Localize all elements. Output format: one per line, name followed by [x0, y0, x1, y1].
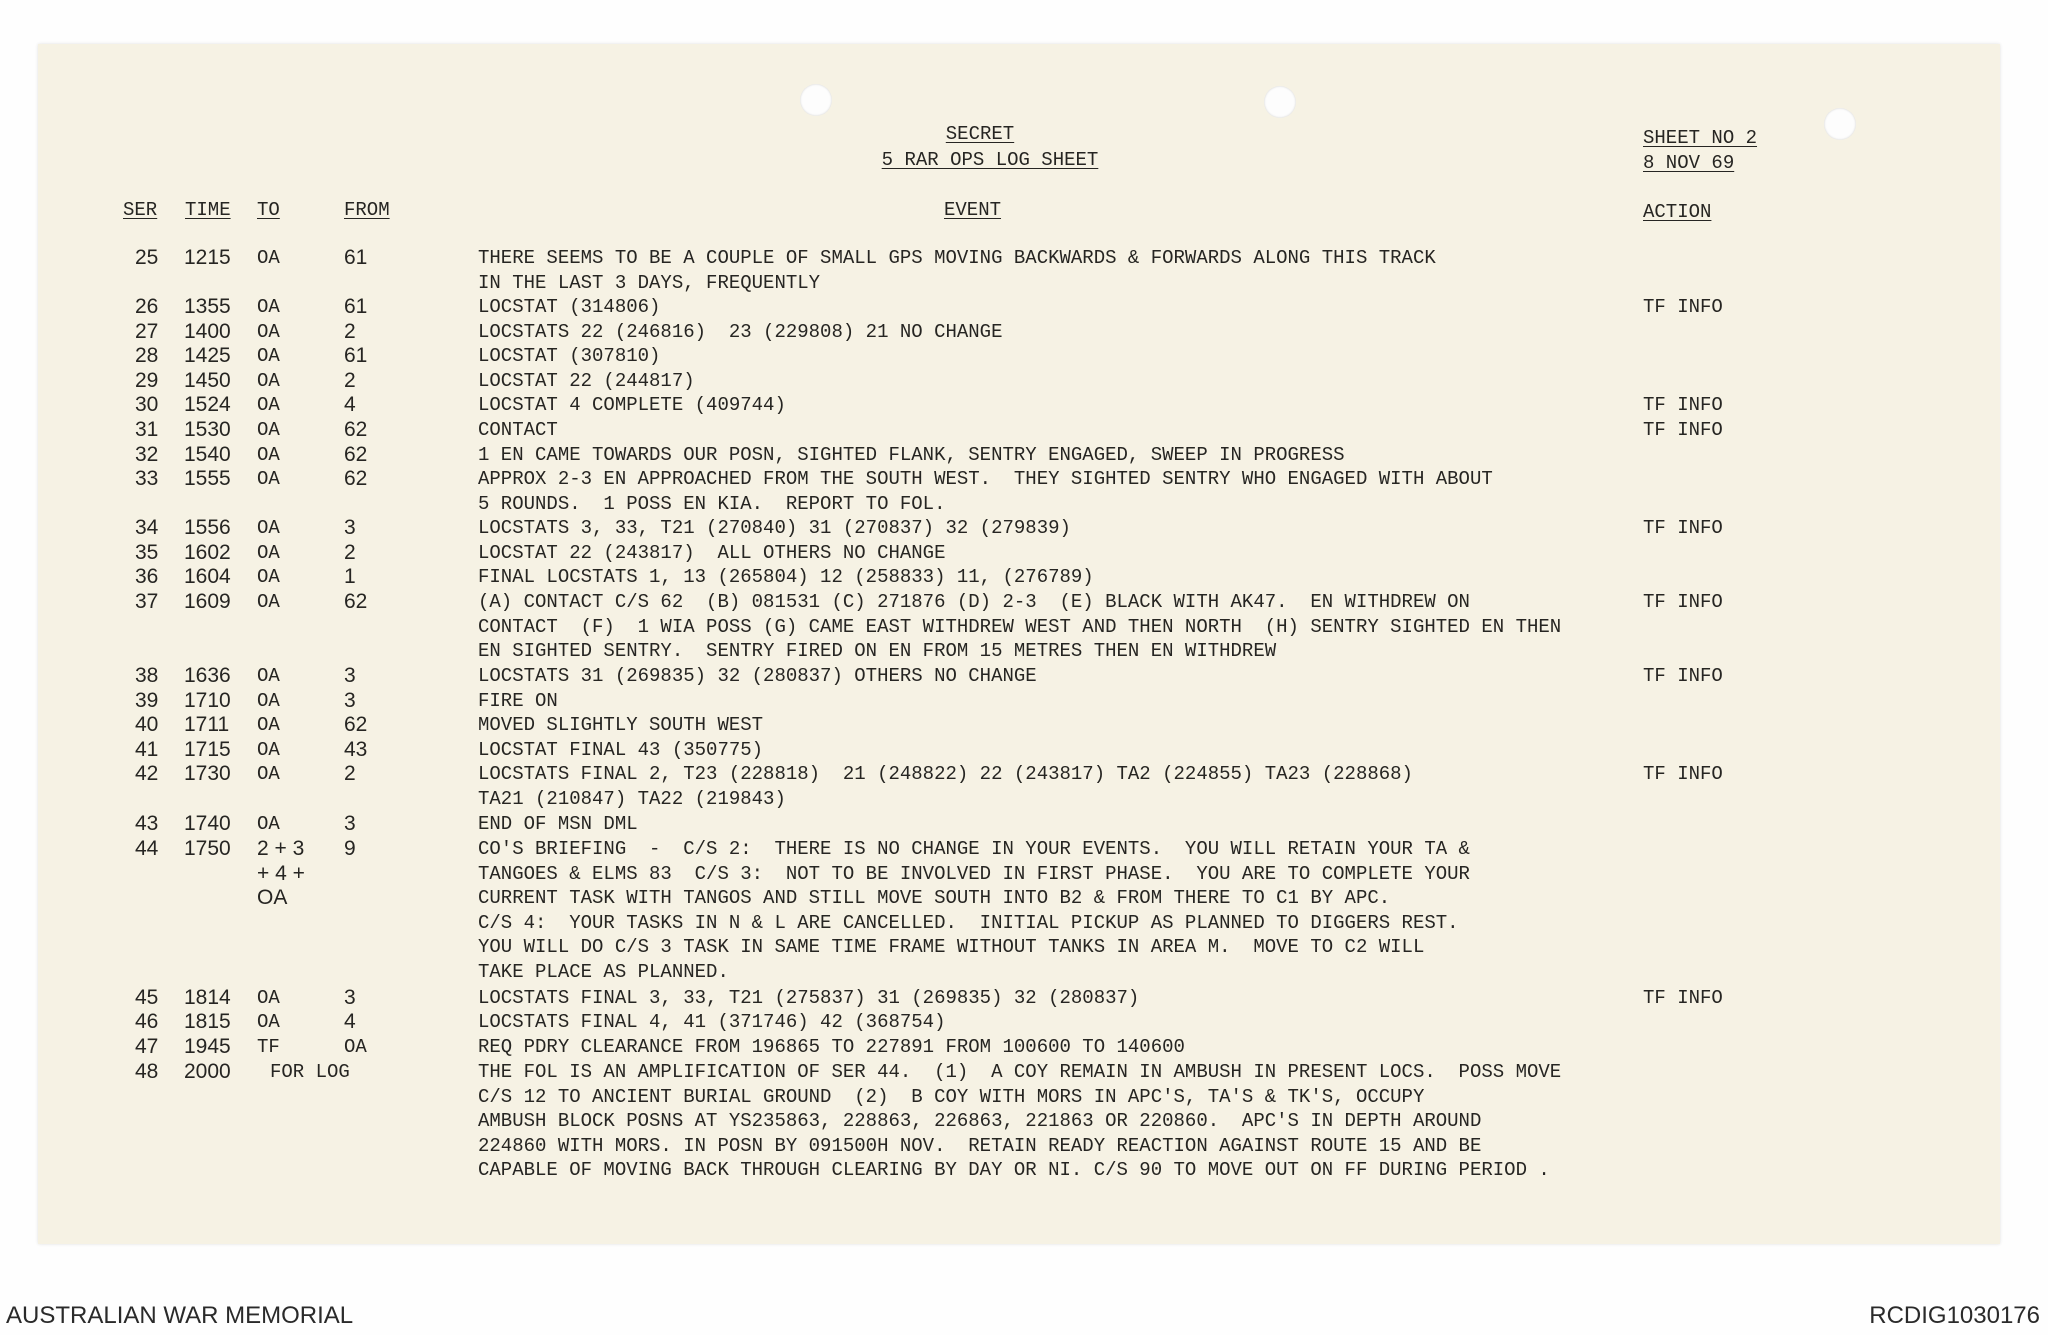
row-event: LOCSTAT FINAL 43 (350775)	[478, 739, 764, 761]
row-to: OA	[257, 296, 280, 318]
col-ser: SER	[123, 199, 158, 221]
row-ser: 43	[135, 812, 159, 835]
row-event: MOVED SLIGHTLY SOUTH WEST	[478, 714, 764, 736]
row-event: LOCSTAT (307810)	[478, 345, 661, 367]
row-event: LOCSTATS 31 (269835) 32 (280837) OTHERS NO CHANGE	[478, 665, 1037, 687]
row-time: 1710	[184, 689, 231, 712]
row-event: LOCSTAT 22 (244817)	[478, 370, 695, 392]
row-ser: 44	[135, 837, 159, 860]
row-event: THERE SEEMS TO BE A COUPLE OF SMALL GPS MOVING BACKWARDS & FORWARDS ALONG THIS TRACK IN THE LAST 3 DAYS, FREQUENTLY	[478, 247, 1436, 294]
row-to: FOR LOG	[270, 1061, 350, 1083]
row-time: 1400	[184, 320, 231, 343]
row-from: 62	[344, 590, 368, 613]
row-from: 2	[344, 541, 356, 564]
row-from: 62	[344, 467, 368, 490]
row-event: LOCSTATS FINAL 3, 33, T21 (275837) 31 (269835) 32 (280837)	[478, 987, 1140, 1009]
row-action: TF INFO	[1643, 394, 1723, 416]
row-ser: 48	[135, 1060, 159, 1083]
row-ser: 39	[135, 689, 159, 712]
row-event: (A) CONTACT C/S 62 (B) 081531 (C) 271876 (D) 2-3 (E) BLACK WITH AK47. EN WITHDREW ON CONTACT (F) 1 WIA POSS (G) CAME EAST WITHDREW WEST AND THEN NORTH (H) SENTRY SIGHTED EN THEN EN SIGHTED SENTRY. SENTRY FIRED ON EN FROM 15 METRES THEN EN WITHDREW	[478, 591, 1562, 663]
row-from: 3	[344, 516, 356, 539]
row-time: 1636	[184, 664, 231, 687]
row-event: LOCSTAT (314806)	[478, 296, 661, 318]
row-to: OA	[257, 591, 280, 613]
row-action: TF INFO	[1643, 987, 1723, 1009]
row-action: TF INFO	[1643, 517, 1723, 539]
row-ser: 40	[135, 713, 159, 736]
row-ser: 41	[135, 738, 159, 761]
row-action: TF INFO	[1643, 763, 1723, 785]
classification: SECRET	[945, 123, 1015, 145]
row-ser: 28	[135, 344, 159, 367]
row-event: LOCSTATS FINAL 2, T23 (228818) 21 (248822) 22 (243817) TA2 (224855) TA23 (228868) TA21 (210847) TA22 (219843)	[478, 763, 1413, 810]
row-ser: 31	[135, 418, 159, 441]
row-time: 1711	[184, 713, 230, 736]
row-from: 2	[344, 369, 356, 392]
row-from: 2	[344, 762, 356, 785]
row-event: LOCSTATS 3, 33, T21 (270840) 31 (270837) 32 (279839)	[478, 517, 1071, 539]
row-event: LOCSTATS FINAL 4, 41 (371746) 42 (368754)	[478, 1011, 946, 1033]
row-time: 1425	[184, 344, 231, 367]
row-time: 1740	[184, 812, 231, 835]
row-to: OA	[257, 444, 280, 466]
row-event: FINAL LOCSTATS 1, 13 (265804) 12 (258833) 11, (276789)	[478, 566, 1094, 588]
row-event: LOCSTATS 22 (246816) 23 (229808) 21 NO CHANGE	[478, 321, 1003, 343]
row-ser: 25	[135, 246, 159, 269]
row-time: 1530	[184, 418, 231, 441]
row-time: 1602	[184, 541, 231, 564]
row-from: 62	[344, 443, 368, 466]
row-from: 43	[344, 738, 368, 761]
row-from: 61	[344, 344, 368, 367]
row-event: APPROX 2-3 EN APPROACHED FROM THE SOUTH WEST. THEY SIGHTED SENTRY WHO ENGAGED WITH ABOUT 5 ROUNDS. 1 POSS EN KIA. REPORT TO FOL.	[478, 468, 1493, 515]
row-to: OA	[257, 468, 280, 490]
row-to: OA	[257, 665, 280, 687]
punch-hole	[800, 84, 832, 116]
row-time: 1814	[184, 986, 231, 1009]
row-from: 3	[344, 664, 356, 687]
row-from: 62	[344, 713, 368, 736]
row-ser: 33	[135, 467, 159, 490]
row-to: OA	[257, 763, 280, 785]
row-time: 1750	[184, 837, 231, 860]
row-from: 9	[344, 837, 356, 860]
row-to: 2 + 3 + 4 + OA	[257, 837, 305, 910]
row-action: TF INFO	[1643, 591, 1723, 613]
row-from: 62	[344, 418, 368, 441]
row-to: OA	[257, 419, 280, 441]
row-to: OA	[257, 321, 280, 343]
row-to: OA	[257, 987, 280, 1009]
row-ser: 26	[135, 295, 159, 318]
row-to: TF	[257, 1036, 280, 1058]
col-from: FROM	[344, 199, 390, 221]
row-ser: 30	[135, 393, 159, 416]
row-ser: 37	[135, 590, 159, 613]
row-ser: 36	[135, 565, 159, 588]
row-ser: 34	[135, 516, 159, 539]
row-ser: 32	[135, 443, 159, 466]
row-time: 1355	[184, 295, 231, 318]
row-from: OA	[344, 1036, 367, 1058]
row-from: 1	[344, 565, 356, 588]
row-ser: 38	[135, 664, 159, 687]
row-ser: 47	[135, 1035, 159, 1058]
row-event: END OF MSN DML	[478, 813, 638, 835]
row-to: OA	[257, 370, 280, 392]
sheet-title: 5 RAR OPS LOG SHEET	[881, 149, 1099, 171]
row-to: OA	[257, 714, 280, 736]
row-to: OA	[257, 517, 280, 539]
sheet-date: 8 NOV 69	[1643, 152, 1735, 174]
row-from: 61	[344, 295, 368, 318]
row-action: TF INFO	[1643, 419, 1723, 441]
row-event: CO'S BRIEFING - C/S 2: THERE IS NO CHANGE IN YOUR EVENTS. YOU WILL RETAIN YOUR TA & TANGOES & ELMS 83 C/S 3: NOT TO BE INVOLVED IN FIRST PHASE. YOU ARE TO COMPLETE YOUR CURRENT TASK WITH TANGOS AND STILL MOVE SOUTH INTO B2 & FROM THERE TO C1 BY APC. C/S 4: YOUR TASKS IN N & L ARE CANCELLED. INITIAL PICKUP AS PLANNED TO DIGGERS REST. YOU WILL DO C/S 3 TASK IN SAME TIME FRAME WITHOUT TANKS IN AREA M. MOVE TO C2 WILL TAKE PLACE AS PLANNED.	[478, 838, 1470, 983]
row-from: 2	[344, 320, 356, 343]
row-to: OA	[257, 542, 280, 564]
footer-credit: AUSTRALIAN WAR MEMORIAL	[6, 1302, 354, 1329]
col-time: TIME	[185, 199, 231, 221]
row-ser: 45	[135, 986, 159, 1009]
row-event: FIRE ON	[478, 690, 558, 712]
row-time: 1609	[184, 590, 231, 613]
punch-hole	[1264, 86, 1296, 118]
row-ser: 27	[135, 320, 159, 343]
row-event: 1 EN CAME TOWARDS OUR POSN, SIGHTED FLANK, SENTRY ENGAGED, SWEEP IN PROGRESS	[478, 444, 1345, 466]
row-time: 1555	[184, 467, 231, 490]
row-to: OA	[257, 1011, 280, 1033]
row-to: OA	[257, 813, 280, 835]
row-action: TF INFO	[1643, 665, 1723, 687]
row-time: 1540	[184, 443, 231, 466]
row-ser: 42	[135, 762, 159, 785]
row-action: TF INFO	[1643, 296, 1723, 318]
row-time: 1604	[184, 565, 231, 588]
row-time: 1524	[184, 393, 231, 416]
row-time: 1450	[184, 369, 231, 392]
punch-hole	[1824, 108, 1856, 140]
row-time: 1556	[184, 516, 231, 539]
row-to: OA	[257, 345, 280, 367]
row-to: OA	[257, 739, 280, 761]
row-to: OA	[257, 690, 280, 712]
row-to: OA	[257, 247, 280, 269]
row-event: LOCSTAT 4 COMPLETE (409744)	[478, 394, 786, 416]
footer-id: RCDIG1030176	[1869, 1302, 2040, 1329]
row-time: 1730	[184, 762, 231, 785]
col-event: EVENT	[944, 199, 1002, 221]
col-action: ACTION	[1643, 201, 1712, 223]
row-to: OA	[257, 394, 280, 416]
row-time: 1815	[184, 1010, 231, 1033]
sheet-number: SHEET NO 2	[1643, 127, 1758, 149]
row-ser: 46	[135, 1010, 159, 1033]
row-event: CONTACT	[478, 419, 558, 441]
row-from: 61	[344, 246, 368, 269]
row-ser: 35	[135, 541, 159, 564]
row-ser: 29	[135, 369, 159, 392]
col-to: TO	[257, 199, 280, 221]
row-event: REQ PDRY CLEARANCE FROM 196865 TO 227891 FROM 100600 TO 140600	[478, 1036, 1185, 1058]
row-time: 2000	[184, 1060, 231, 1083]
row-time: 1945	[184, 1035, 231, 1058]
row-event: LOCSTAT 22 (243817) ALL OTHERS NO CHANGE	[478, 542, 946, 564]
row-from: 3	[344, 689, 356, 712]
row-from: 4	[344, 1010, 356, 1033]
row-from: 3	[344, 986, 356, 1009]
row-from: 3	[344, 812, 356, 835]
row-to: OA	[257, 566, 280, 588]
row-time: 1215	[184, 246, 231, 269]
row-time: 1715	[184, 738, 231, 761]
row-event: THE FOL IS AN AMPLIFICATION OF SER 44. (1) A COY REMAIN IN AMBUSH IN PRESENT LOCS. POSS MOVE C/S 12 TO ANCIENT BURIAL GROUND (2) B COY WITH MORS IN APC'S, TA'S & TK'S, OCCUPY AMBUSH BLOCK POSNS AT YS235863, 228863, 226863, 221863 OR 220860. APC'S IN DEPTH AROUND 224860 WITH MORS. IN POSN BY 091500H NOV. RETAIN READY REACTION AGAINST ROUTE 15 AND BE CAPABLE OF MOVING BACK THROUGH CLEARING BY DAY OR NI. C/S 90 TO MOVE OUT ON FF DURING PERIOD .	[478, 1061, 1562, 1182]
row-from: 4	[344, 393, 356, 416]
